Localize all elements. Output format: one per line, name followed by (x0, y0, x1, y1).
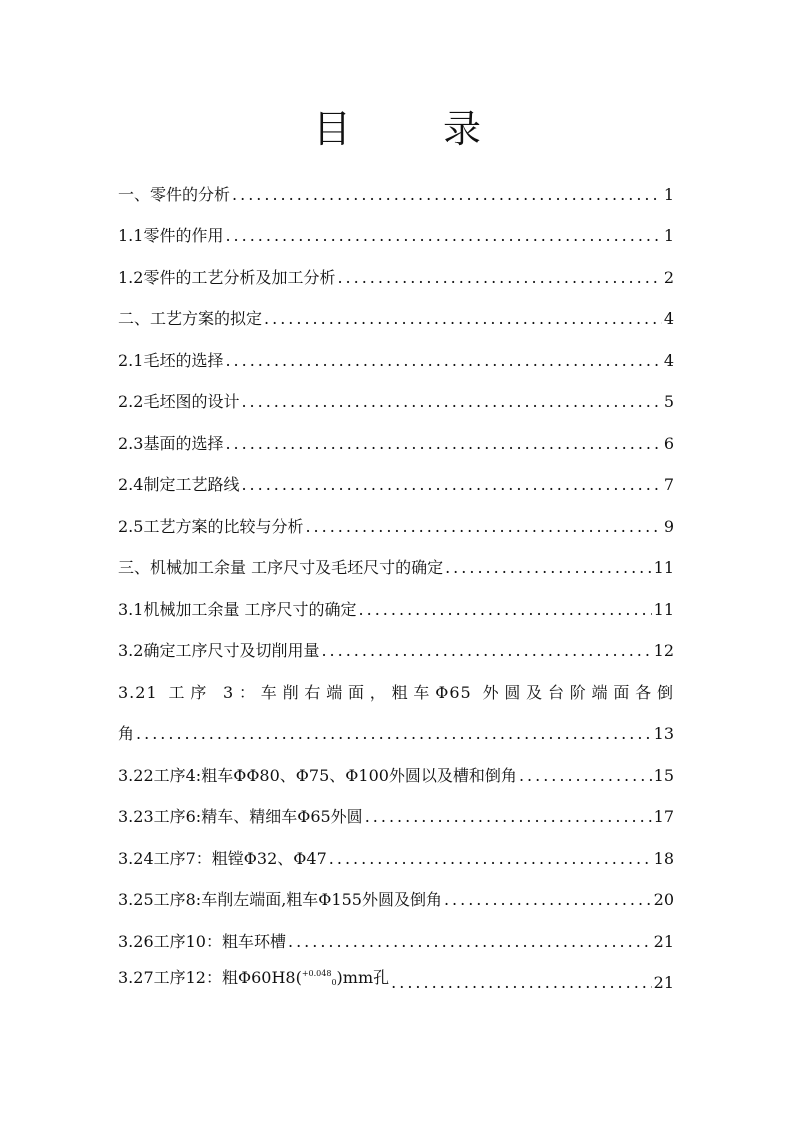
toc-entry[interactable] (118, 830, 674, 872)
tolerance-lower: 0 (331, 978, 337, 987)
dot-leader (241, 475, 661, 498)
table-of-contents (118, 166, 674, 996)
dot-leader (264, 309, 662, 332)
toc-entry[interactable] (118, 457, 674, 499)
dot-leader (321, 641, 651, 664)
toc-entry-label: 2.1毛坯的选择 (118, 350, 224, 370)
dot-leader (288, 932, 652, 955)
dot-leader (136, 724, 652, 747)
toc-entry-label: 3.22工序4:粗车ΦΦ80、Φ75、Φ100外圆以及槽和倒角 (118, 765, 517, 785)
toc-entry-label: 3.23工序6:精车、精细车Φ65外圆 (118, 807, 363, 826)
toc-entry-label-continuation: 角 (118, 724, 135, 743)
dot-leader (444, 890, 652, 913)
toc-entry[interactable] (118, 291, 674, 333)
toc-entry[interactable] (118, 955, 674, 997)
toc-entry-label: 3.2确定工序尺寸及切削用量 (118, 641, 320, 660)
toc-entry-label-suffix: )mm孔 (336, 968, 390, 987)
toc-entry-label: 3.24工序7：粗镗Φ32、Φ47 (118, 848, 327, 868)
toc-entry-page: 11 (653, 599, 674, 619)
toc-entry-page: 21 (653, 973, 674, 992)
toc-entry[interactable] (118, 332, 674, 374)
toc-entry[interactable] (118, 166, 674, 208)
toc-entry-page: 12 (653, 641, 674, 660)
toc-entry-page: 18 (653, 848, 674, 868)
dot-leader (225, 434, 661, 457)
toc-entry-page: 15 (653, 765, 674, 785)
toc-entry[interactable] (118, 581, 674, 623)
toc-entry-page: 9 (663, 516, 674, 536)
toc-entry[interactable] (118, 249, 674, 291)
toc-entry-page: 4 (663, 309, 674, 328)
toc-entry[interactable] (118, 747, 674, 789)
dot-leader (519, 766, 652, 789)
toc-entry-page: 21 (653, 931, 674, 951)
dot-leader (305, 517, 661, 540)
toc-entry[interactable] (118, 872, 674, 914)
toc-entry[interactable] (118, 913, 674, 955)
toc-entry-label: 2.5工艺方案的比较与分析 (118, 516, 304, 536)
dot-leader (225, 226, 661, 249)
toc-entry-page: 1 (663, 184, 674, 204)
page-title: 目 录 (312, 107, 522, 151)
toc-entry[interactable] (118, 415, 674, 457)
toc-entry-label-prefix: 3.27工序12：粗Φ60H8( (118, 968, 302, 987)
dot-leader (445, 558, 652, 581)
toc-entry-label: 1.2零件的工艺分析及加工分析 (118, 267, 336, 287)
toc-entry[interactable] (118, 208, 674, 250)
toc-entry-page: 11 (653, 558, 674, 577)
dot-leader (391, 973, 652, 996)
toc-entry-label: 3.26工序10：粗车环槽 (118, 931, 286, 951)
toc-entry-page: 5 (663, 392, 674, 411)
dot-leader (337, 268, 661, 291)
toc-entry-label: 3.21 工序 3：车削右端面，粗车Φ65 外圆及台阶端面各倒 (118, 682, 674, 702)
toc-entry-label: 1.1零件的作用 (118, 226, 224, 245)
dot-leader (359, 600, 652, 623)
toc-entry-page: 7 (663, 475, 674, 494)
toc-entry[interactable] (118, 789, 674, 831)
toc-entry-label: 2.2毛坯图的设计 (118, 392, 240, 411)
tolerance-upper: +0.048 (301, 969, 332, 978)
toc-entry-page: 4 (663, 350, 674, 370)
toc-entry-page: 20 (653, 890, 674, 909)
dot-leader (241, 392, 661, 415)
toc-entry-label (118, 964, 389, 996)
dot-leader (329, 849, 652, 872)
toc-entry-page: 2 (663, 267, 674, 287)
toc-entry[interactable] (118, 498, 674, 540)
toc-entry-label: 2.3基面的选择 (118, 433, 224, 453)
toc-entry[interactable] (118, 374, 674, 416)
toc-entry-label: 二、工艺方案的拟定 (118, 309, 263, 328)
toc-entry-label: 3.25工序8:车削左端面,粗车Φ155外圆及倒角 (118, 890, 442, 909)
toc-entry-wrapped-first-line[interactable] (118, 664, 674, 706)
toc-entry-label: 3.1机械加工余量 工序尺寸的确定 (118, 599, 357, 619)
toc-entry-page: 1 (663, 226, 674, 245)
toc-entry[interactable] (118, 540, 674, 582)
toc-entry-label: 三、机械加工余量 工序尺寸及毛坯尺寸的确定 (118, 558, 444, 577)
toc-entry-page: 6 (663, 433, 674, 453)
toc-entry-label: 一、零件的分析 (118, 184, 231, 204)
dot-leader (365, 807, 652, 830)
dot-leader (225, 351, 661, 374)
toc-entry-page: 13 (653, 724, 674, 743)
dot-leader (232, 185, 662, 208)
toc-entry-label: 2.4制定工艺路线 (118, 475, 240, 494)
toc-entry-page: 17 (653, 807, 674, 826)
toc-entry[interactable] (118, 623, 674, 665)
toc-entry-wrapped-continuation[interactable] (118, 706, 674, 748)
